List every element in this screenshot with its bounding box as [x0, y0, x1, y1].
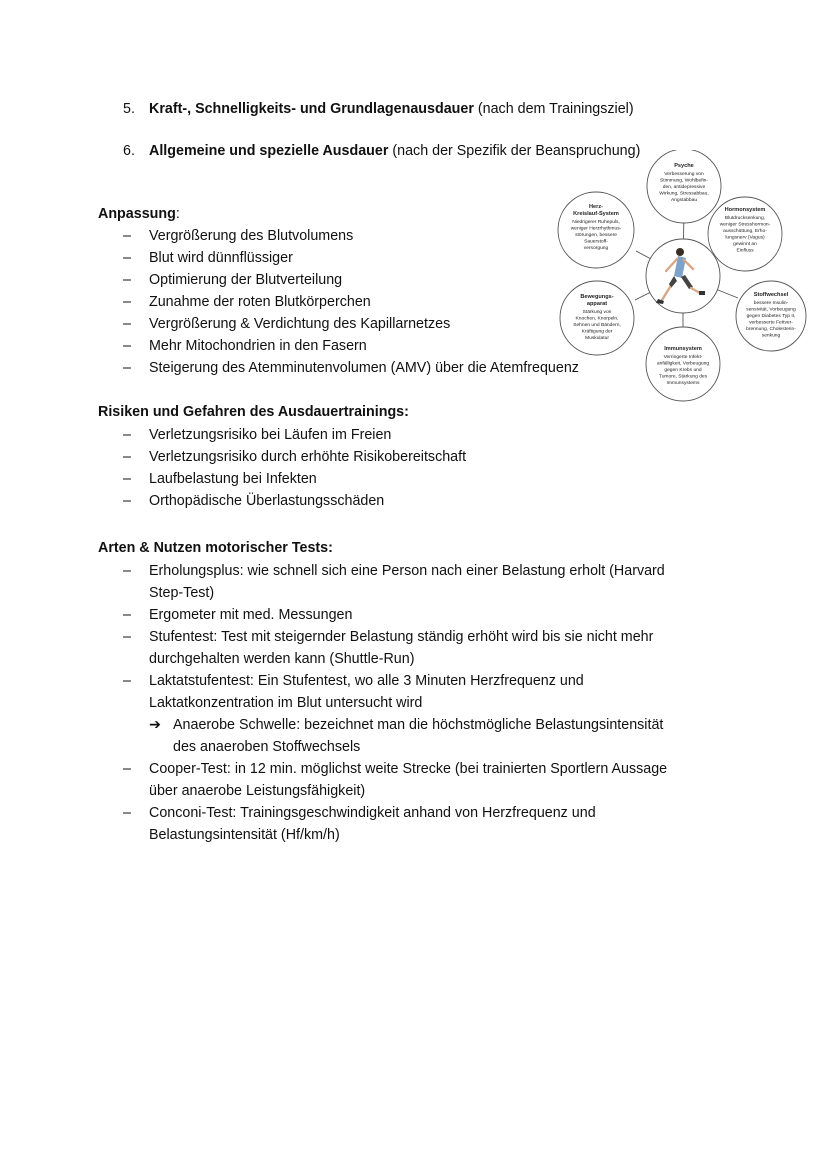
list-item-text: Vergrößerung & Verdichtung des Kapillarnetzes [149, 316, 451, 332]
immun-text: Verringerte Infekt- [663, 355, 703, 360]
bewegung-text: Muskulatur [585, 336, 609, 341]
dash-bullet: – [123, 228, 131, 244]
list-item [123, 490, 466, 512]
arrow-note [123, 714, 667, 736]
item-bold-text: Allgemeine und spezielle Ausdauer [149, 143, 389, 159]
hormon-text: gewinnt an [733, 242, 757, 247]
hormon-text: Blutdrucksenkung, [724, 216, 766, 221]
list-item-continuation: Step-Test) [149, 585, 215, 601]
hormon-text: weniger Stresshormon- [719, 222, 771, 228]
list-item [123, 604, 667, 626]
tests-list [123, 560, 667, 846]
hormon-title: Hormonsystem [724, 207, 766, 213]
list-item [123, 269, 579, 291]
arrow-note-text: Anaerobe Schwelle: bezeichnet man die höchstmögliche Belastungsintensität [173, 717, 664, 733]
herz-text: Niedrigerer Ruhepuls, [572, 220, 620, 225]
dash-bullet: – [123, 338, 131, 354]
list-item-text: Optimierung der Blutverteilung [149, 272, 343, 288]
immun-text: gegen Krebs und [664, 368, 702, 373]
list-item [123, 247, 579, 269]
dash-bullet: – [123, 449, 131, 465]
heading-anpassung [98, 204, 180, 224]
list-item-text: Laktatstufentest: Ein Stufentest, wo alle 3 Minuten Herzfrequenz und [149, 673, 584, 689]
immun-text: Immunsystems [666, 381, 700, 386]
psyche-text: Wirkung, Stressabbau, [659, 191, 709, 197]
stoffwechsel-text: bessere Insulin- [753, 301, 789, 306]
heading-colon: : [175, 206, 180, 222]
dash-bullet: – [123, 471, 131, 487]
dash-bullet: – [123, 761, 131, 777]
dash-bullet: – [123, 250, 131, 266]
list-item-continuation: durchgehalten werden kann (Shuttle-Run) [149, 651, 415, 667]
list-item [123, 670, 667, 692]
list-item-text: Zunahme der roten Blutkörperchen [149, 294, 371, 310]
immun-text: anfälligkeit, Vorbeugung [656, 361, 710, 367]
herz-text: weniger Herzrhythmus- [570, 226, 622, 232]
bewegung-text: Stärkung von [582, 310, 612, 315]
training-effects-diagram [552, 150, 812, 430]
list-item [123, 626, 667, 648]
stoffwechsel-text: senkung [761, 333, 781, 339]
psyche-title: Psyche [674, 163, 694, 169]
list-item-text: Laufbelastung bei Infekten [149, 471, 317, 487]
stoffwechsel-text: gegen Diabetes Typ II, [746, 314, 796, 319]
bewegung-title: Bewegungs- [580, 294, 614, 300]
item-text: (nach der Spezifik der Beanspruchung) [388, 143, 641, 159]
stoffwechsel-text: verbesserte Fettver- [749, 320, 793, 326]
hormon-text: lungsnerv (Vagus) [725, 235, 765, 241]
list-item-continuation: über anaerobe Leistungsfähigkeit) [149, 783, 366, 799]
psyche-text: den, antidepressive [662, 185, 706, 190]
list-item [123, 357, 579, 379]
list-item-text: Vergrößerung des Blutvolumens [149, 228, 354, 244]
psyche-text: Angstabbau [670, 198, 698, 203]
dash-bullet: – [123, 607, 131, 623]
risiken-list [123, 424, 466, 512]
psyche-text: Verbesserung von [664, 172, 704, 177]
heading-risiken: Risiken und Gefahren des Ausdauertrainings: [98, 404, 409, 420]
bewegung-text: Kräftigung der [581, 329, 613, 335]
item-number: 6. [123, 143, 135, 159]
list-item-text: Cooper-Test: in 12 min. möglichst weite Strecke (bei trainierten Sportlern Aussage [149, 761, 668, 777]
immun-title: Immunsystem [664, 346, 702, 352]
dash-bullet: – [123, 563, 131, 579]
list-item [123, 291, 579, 313]
list-item [123, 313, 579, 335]
list-item-text: Verletzungsrisiko durch erhöhte Risikobereitschaft [149, 449, 467, 465]
list-item-text: Orthopädische Überlastungsschäden [149, 493, 385, 509]
item-bold-text: Kraft-, Schnelligkeits- und Grundlagenausdauer [149, 101, 474, 117]
dash-bullet: – [123, 316, 131, 332]
list-item-text: Stufentest: Test mit steigernder Belastung ständig erhöht wird bis sie nicht mehr [149, 629, 654, 645]
heading-text: Anpassung [98, 206, 176, 222]
list-item-continuation: Laktatkonzentration im Blut untersucht wird [149, 695, 423, 711]
immun-text: Tumore, Stärkung des [658, 374, 708, 380]
list-item-text: Verletzungsrisiko bei Läufen im Freien [149, 427, 392, 443]
bewegung-text: Sehnen und Bändern, [573, 323, 621, 328]
list-item [123, 424, 466, 446]
dash-bullet: – [123, 427, 131, 443]
list-item-text: Blut wird dünnflüssiger [149, 250, 293, 266]
arrow-right-icon: ➔ [149, 717, 161, 733]
list-item-text: Ergometer mit med. Messungen [149, 607, 353, 623]
heading-tests: Arten & Nutzen motorischer Tests: [98, 540, 333, 556]
stoffwechsel-text: brennung, Cholesterin- [746, 327, 796, 332]
bewegung-text: Knochen, Knorpeln, [575, 316, 619, 322]
dash-bullet: – [123, 805, 131, 821]
herz-text: versorgung [583, 246, 609, 251]
stoffwechsel-title: Stoffwechsel [753, 292, 789, 298]
list-item [123, 225, 579, 247]
dash-bullet: – [123, 629, 131, 645]
dash-bullet: – [123, 360, 131, 376]
item-text: (nach dem Trainingsziel) [473, 101, 634, 117]
list-item [123, 446, 466, 468]
numbered-item-5 [123, 99, 634, 119]
list-item [123, 560, 667, 582]
dash-bullet: – [123, 493, 131, 509]
herz-title: Kreislauf-System [573, 211, 619, 217]
hormon-text: Einfluss [736, 248, 754, 254]
item-number: 5. [123, 101, 135, 117]
herz-title: Herz- [589, 204, 603, 210]
hormon-text: ausschüttung, Erho- [723, 229, 767, 234]
herz-text: Sauerstoff- [584, 239, 608, 245]
bewegung-title: apparat [586, 301, 608, 307]
psyche-text: Stimmung, Wohlbefin- [659, 178, 709, 184]
arrow-note-continuation: des anaeroben Stoffwechsels [173, 739, 361, 755]
list-item-text: Erholungsplus: wie schnell sich eine Person nach einer Belastung erholt (Harvard [149, 563, 665, 579]
list-item-text: Mehr Mitochondrien in den Fasern [149, 338, 367, 354]
list-item-text: Steigerung des Atemminutenvolumen (AMV) über die Atemfrequenz [149, 360, 579, 376]
stoffwechsel-text: sensivität, Vorbeugung [746, 307, 796, 313]
herz-text: störungen, bessere [575, 233, 617, 238]
list-item-text: Conconi-Test: Trainingsgeschwindigkeit anhand von Herzfrequenz und [149, 805, 596, 821]
list-item-continuation: Belastungsintensität (Hf/km/h) [149, 827, 340, 843]
list-item [123, 468, 466, 490]
list-item [123, 335, 579, 357]
list-item [123, 802, 667, 824]
dash-bullet: – [123, 294, 131, 310]
dash-bullet: – [123, 673, 131, 689]
list-item [123, 758, 667, 780]
anpassung-list [123, 225, 579, 379]
dash-bullet: – [123, 272, 131, 288]
